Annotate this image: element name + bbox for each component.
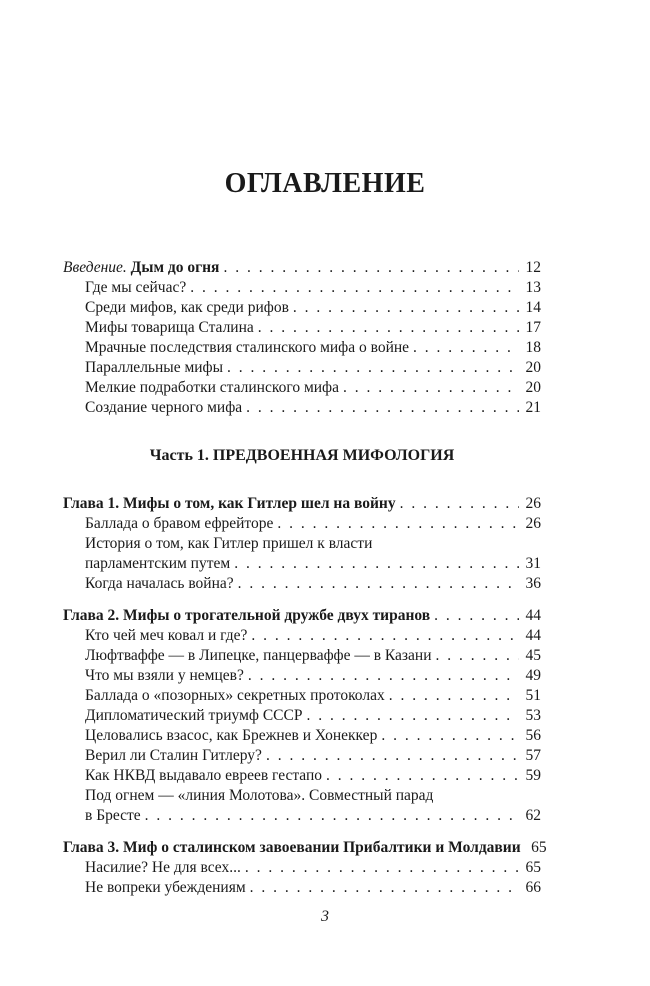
dot-leader <box>434 606 519 626</box>
toc-entry[interactable]: парламентским путем . . . 31 <box>63 554 541 574</box>
toc-entry-chapter-2[interactable]: Глава 2. Мифы о трогательной дружбе двух тиранов . . . 44 <box>63 606 541 626</box>
dot-leader <box>343 378 519 398</box>
dot-leader <box>277 514 519 534</box>
dot-leader <box>227 358 519 378</box>
dot-leader <box>436 646 520 666</box>
dot-leader <box>223 258 519 278</box>
toc-entry[interactable]: Верил ли Сталин Гитлеру? . . . 57 <box>63 746 541 766</box>
toc-entry[interactable]: в Бресте . . . 62 <box>63 806 541 826</box>
page-title: ОГЛАВЛЕНИЕ <box>224 168 426 199</box>
dot-leader <box>258 318 519 338</box>
table-of-contents <box>63 258 547 898</box>
dot-leader <box>250 878 519 898</box>
dot-leader <box>326 766 519 786</box>
toc-entry[interactable]: Что мы взяли у немцев? . . . 49 <box>63 666 541 686</box>
dot-leader <box>190 278 519 298</box>
toc-entry-intro[interactable] <box>63 258 541 278</box>
dot-leader <box>246 398 519 418</box>
dot-leader <box>266 746 519 766</box>
toc-entry-line1[interactable]: История о том, как Гитлер пришел к власти <box>85 535 373 552</box>
toc-entry[interactable]: Целовались взасос, как Брежнев и Хонеккер . . . 56 <box>63 726 541 746</box>
toc-entry[interactable]: Где мы сейчас? . . . 13 <box>63 278 541 298</box>
dot-leader <box>145 806 519 826</box>
dot-leader <box>251 626 519 646</box>
toc-entry[interactable]: Люфтваффе — в Липецке, панцерваффе — в Казани . . . 45 <box>63 646 541 666</box>
dot-leader <box>245 858 519 878</box>
toc-entry[interactable]: Среди мифов, как среди рифов . . . 14 <box>63 298 541 318</box>
toc-entry-chapter-1[interactable]: Глава 1. Мифы о том, как Гитлер шел на войну . . . 26 <box>63 494 541 514</box>
toc-entry[interactable]: Мрачные последствия сталинского мифа о войне . . . 18 <box>63 338 541 358</box>
intro-title: Дым до огня <box>130 259 220 276</box>
page-number: 12 <box>525 259 541 276</box>
dot-leader <box>381 726 519 746</box>
page-number-folio: 3 <box>321 908 329 925</box>
intro-prefix: Введение. <box>63 259 127 276</box>
dot-leader <box>389 686 519 706</box>
toc-entry[interactable]: Параллельные мифы . . . 20 <box>63 358 541 378</box>
toc-entry[interactable]: Кто чей меч ковал и где? . . . 44 <box>63 626 541 646</box>
toc-entry[interactable]: Мелкие подработки сталинского мифа . . . 20 <box>63 378 541 398</box>
toc-entry[interactable]: Баллада о «позорных» секретных протоколах . . . 51 <box>63 686 541 706</box>
dot-leader <box>238 574 519 594</box>
dot-leader <box>293 298 519 318</box>
toc-entry[interactable]: Баллада о бравом ефрейторе . . . 26 <box>63 514 541 534</box>
toc-entry[interactable]: Насилие? Не для всех... . . . 65 <box>63 858 541 878</box>
dot-leader <box>234 554 519 574</box>
dot-leader <box>413 338 519 358</box>
toc-entry[interactable]: Создание черного мифа . . . 21 <box>63 398 541 418</box>
toc-entry-line1[interactable]: Под огнем — «линия Молотова». Совместный парад <box>85 787 434 804</box>
dot-leader <box>400 494 519 514</box>
toc-entry[interactable]: Дипломатический триумф СССР . . . 53 <box>63 706 541 726</box>
dot-leader <box>248 666 519 686</box>
toc-entry[interactable]: Как НКВД выдавало евреев гестапо . . . 59 <box>63 766 541 786</box>
toc-entry[interactable]: Не вопреки убеждениям . . . 66 <box>63 878 541 898</box>
toc-entry-chapter-3[interactable]: Глава 3. Миф о сталинском завоевании Прибалтики и Молдавии 65 <box>63 839 547 856</box>
dot-leader <box>306 706 519 726</box>
toc-entry[interactable]: Мифы товарища Сталина . . . 17 <box>63 318 541 338</box>
toc-entry[interactable]: Когда началась война? . . . 36 <box>63 574 541 594</box>
part-heading: Часть 1. ПРЕДВОЕННАЯ МИФОЛОГИЯ <box>149 447 455 464</box>
